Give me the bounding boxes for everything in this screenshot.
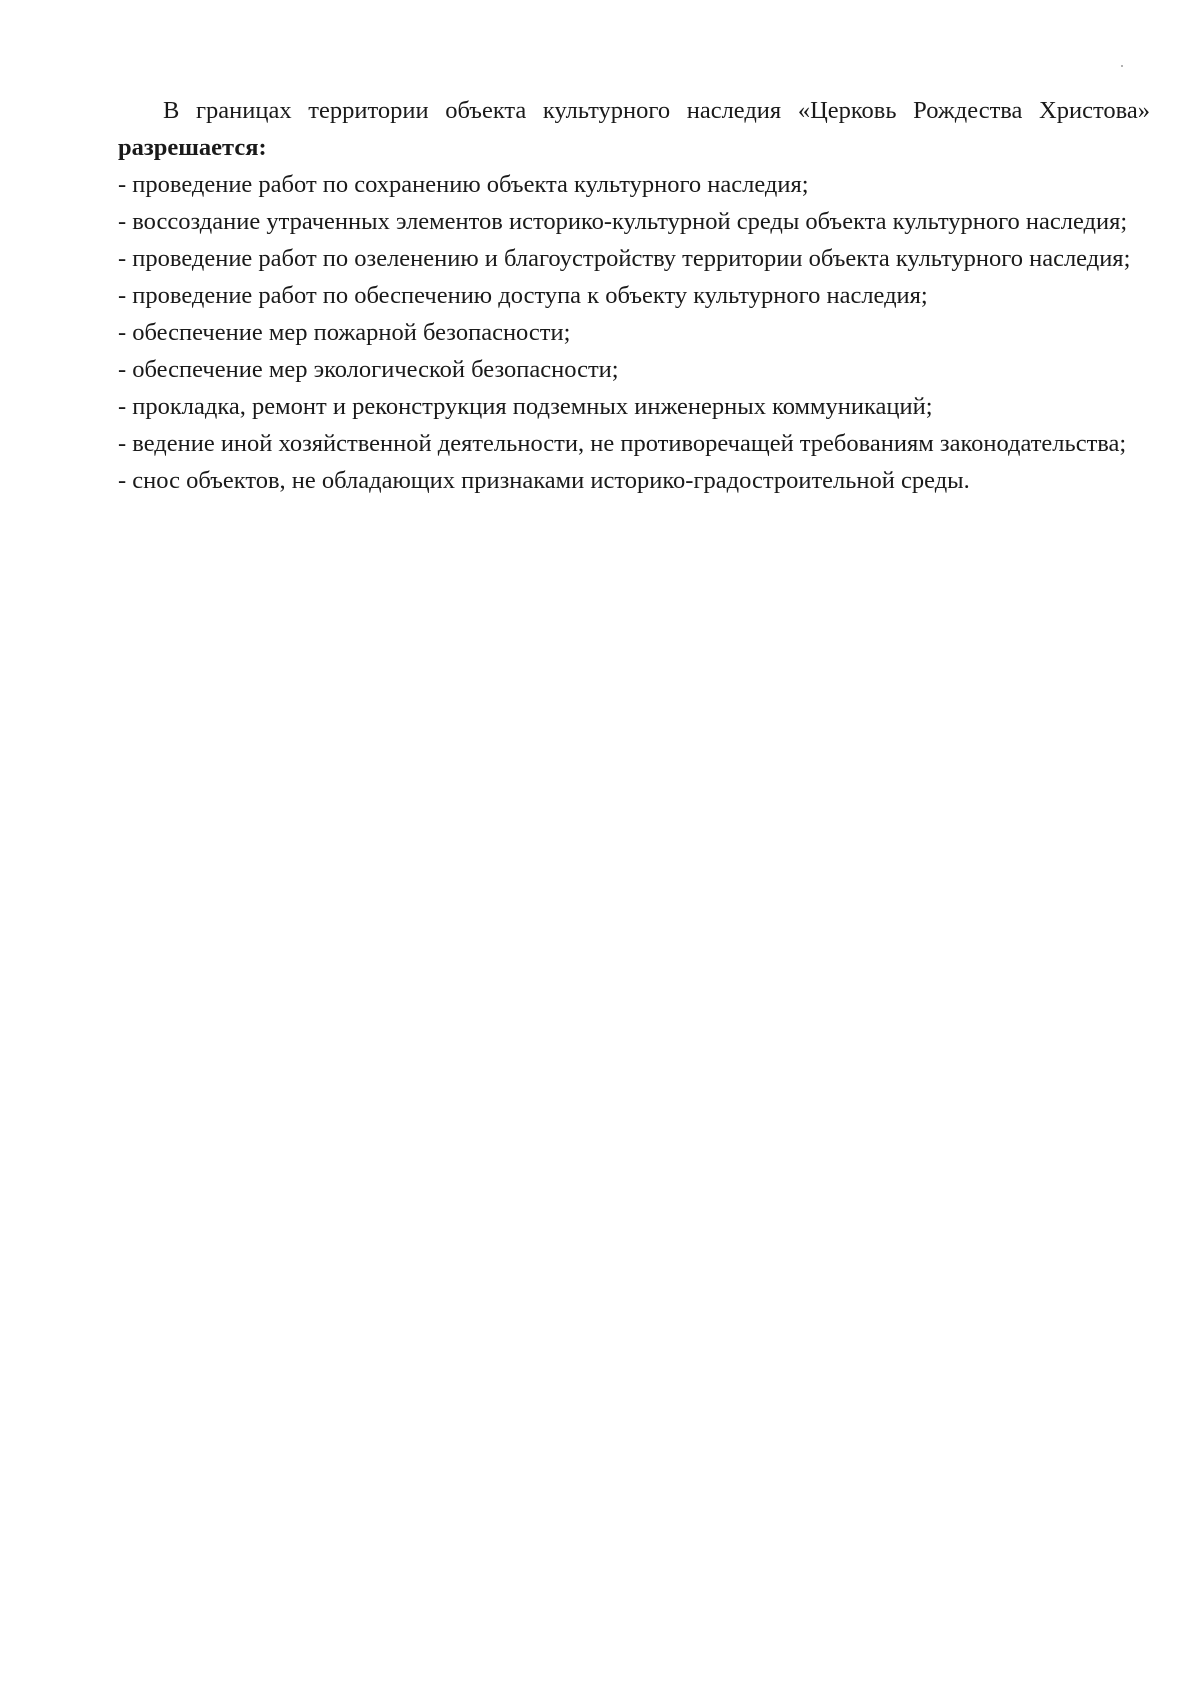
list-item: - ведение иной хозяйственной деятельности, не противоречащей требованиям законодательства; — [118, 430, 1127, 457]
list-item: - прокладка, ремонт и реконструкция подземных инженерных коммуникаций; — [118, 393, 933, 420]
list-item: - проведение работ по обеспечению доступа к объекту культурного наследия; — [118, 282, 928, 309]
list-item: - проведение работ по сохранению объекта культурного наследия; — [118, 171, 809, 198]
list-item: - обеспечение мер пожарной безопасности; — [118, 319, 571, 346]
scan-speck — [1121, 65, 1123, 67]
list-item: - обеспечение мер экологической безопасности; — [118, 356, 619, 383]
intro-paragraph — [118, 92, 1150, 166]
document-body — [118, 92, 1150, 499]
list-item: - снос объектов, не обладающих признаками историко-градостроительной среды. — [118, 467, 970, 494]
list-item: - проведение работ по озеленению и благоустройству территории объекта культурного наследия; — [118, 245, 1131, 272]
list-item: - воссоздание утраченных элементов историко-культурной среды объекта культурного наследия; — [118, 208, 1128, 235]
intro-bold-text: разрешается: — [118, 134, 267, 161]
intro-text: В границах территории объекта культурного наследия «Церковь Рождества Христова» — [163, 97, 1150, 124]
